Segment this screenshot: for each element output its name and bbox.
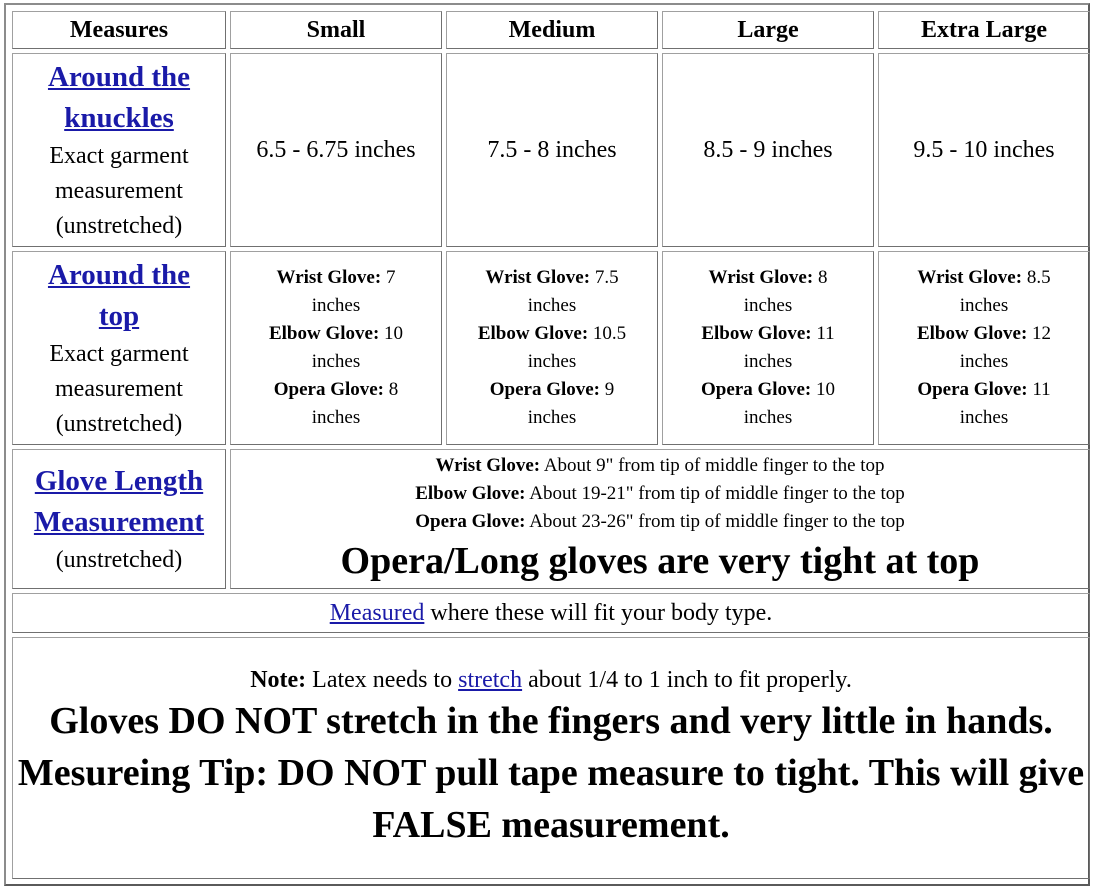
unit-text: inches bbox=[743, 351, 793, 372]
wrist-glove-label: Wrist Glove: bbox=[485, 267, 591, 288]
header-measures: Measures bbox=[12, 11, 226, 49]
knuckles-large: 8.5 - 9 inches bbox=[662, 53, 874, 247]
elbow-glove-value: 11 bbox=[816, 323, 835, 344]
note-line bbox=[17, 665, 1085, 695]
elbow-glove-label: Elbow Glove: bbox=[415, 483, 526, 504]
opera-glove-label: Opera Glove: bbox=[700, 379, 812, 400]
wrist-glove-label: Wrist Glove: bbox=[917, 267, 1023, 288]
knuckles-label-cell bbox=[12, 53, 226, 247]
around-top-link-line2[interactable]: top bbox=[98, 299, 140, 332]
stretch-link[interactable]: stretch bbox=[458, 667, 523, 693]
tight-top-warning: Opera/Long gloves are very tight at top bbox=[340, 540, 980, 582]
size-chart-frame bbox=[4, 3, 1090, 886]
measured-link[interactable]: Measured bbox=[329, 599, 425, 626]
around-knuckles-link-line2[interactable]: knuckles bbox=[64, 101, 174, 134]
wrist-glove-label: Wrist Glove: bbox=[276, 267, 382, 288]
elbow-glove-label: Elbow Glove: bbox=[916, 323, 1028, 344]
unit-text: inches bbox=[527, 351, 577, 372]
unit-text: inches bbox=[311, 351, 361, 372]
note-cell bbox=[12, 637, 1090, 879]
unit-text: inches bbox=[311, 295, 361, 316]
around-knuckles-link-line1[interactable]: Around the bbox=[47, 60, 191, 93]
measured-row bbox=[12, 593, 1090, 633]
opera-glove-label: Opera Glove: bbox=[273, 379, 385, 400]
around-top-link-line1[interactable]: Around the bbox=[47, 258, 191, 291]
opera-glove-value: 8 bbox=[388, 379, 399, 400]
wrist-glove-value: 7 bbox=[385, 267, 396, 288]
knuckles-small: 6.5 - 6.75 inches bbox=[230, 53, 442, 247]
knuckles-desc2: measurement bbox=[55, 177, 183, 204]
wrist-glove-label: Wrist Glove: bbox=[435, 455, 541, 476]
elbow-glove-length: About 19-21" from tip of middle finger to the top bbox=[529, 483, 905, 504]
unit-text: inches bbox=[743, 295, 793, 316]
unit-text: inches bbox=[311, 407, 361, 428]
knuckles-medium: 7.5 - 8 inches bbox=[446, 53, 658, 247]
header-extra-large: Extra Large bbox=[878, 11, 1090, 49]
size-chart-table bbox=[8, 7, 1094, 883]
opera-glove-label: Opera Glove: bbox=[415, 511, 526, 532]
fingers-warning: Gloves DO NOT stretch in the fingers and very little in hands. bbox=[49, 700, 1053, 742]
top-large bbox=[662, 251, 874, 445]
wrist-glove-length: About 9" from tip of middle finger to the top bbox=[543, 455, 885, 476]
elbow-glove-value: 10.5 bbox=[592, 323, 627, 344]
opera-glove-value: 9 bbox=[604, 379, 615, 400]
unit-text: inches bbox=[527, 407, 577, 428]
wrist-glove-value: 8 bbox=[817, 267, 828, 288]
length-wrist-line bbox=[235, 452, 1085, 480]
measured-cell bbox=[12, 593, 1090, 633]
around-knuckles-link[interactable] bbox=[17, 57, 221, 139]
knuckles-desc3: (unstretched) bbox=[55, 212, 183, 239]
around-top-link[interactable] bbox=[17, 255, 221, 337]
top-desc3: (unstretched) bbox=[55, 410, 183, 437]
top-row bbox=[12, 251, 1090, 445]
glove-length-link-line1[interactable]: Glove Length bbox=[34, 464, 204, 497]
note-text-post: about 1/4 to 1 inch to fit properly. bbox=[528, 667, 852, 693]
elbow-glove-value: 12 bbox=[1032, 323, 1052, 344]
knuckles-extra-large: 9.5 - 10 inches bbox=[878, 53, 1090, 247]
header-small: Small bbox=[230, 11, 442, 49]
knuckles-desc1: Exact garment bbox=[49, 142, 189, 169]
measured-text: where these will fit your body type. bbox=[430, 599, 773, 626]
wrist-glove-value: 7.5 bbox=[594, 267, 619, 288]
opera-glove-value: 11 bbox=[1032, 379, 1051, 400]
length-desc: (unstretched) bbox=[55, 546, 183, 573]
knuckles-row bbox=[12, 53, 1090, 247]
length-elbow-line bbox=[235, 480, 1085, 508]
top-small bbox=[230, 251, 442, 445]
opera-glove-label: Opera Glove: bbox=[489, 379, 601, 400]
opera-glove-label: Opera Glove: bbox=[917, 379, 1028, 400]
unit-text: inches bbox=[959, 407, 1009, 428]
header-large: Large bbox=[662, 11, 874, 49]
length-label-cell bbox=[12, 449, 226, 589]
note-label: Note: bbox=[250, 667, 307, 693]
note-text-pre: Latex needs to bbox=[312, 667, 453, 693]
wrist-glove-label: Wrist Glove: bbox=[708, 267, 814, 288]
unit-text: inches bbox=[959, 351, 1009, 372]
length-opera-line bbox=[235, 508, 1085, 536]
header-medium: Medium bbox=[446, 11, 658, 49]
length-info-cell bbox=[230, 449, 1090, 589]
glove-length-link-line2[interactable]: Measurement bbox=[33, 505, 205, 538]
top-medium bbox=[446, 251, 658, 445]
header-row bbox=[12, 11, 1090, 49]
top-desc1: Exact garment bbox=[49, 340, 189, 367]
length-row bbox=[12, 449, 1090, 589]
top-desc2: measurement bbox=[55, 375, 183, 402]
opera-glove-length: About 23-26" from tip of middle finger to the top bbox=[529, 511, 905, 532]
top-extra-large bbox=[878, 251, 1090, 445]
wrist-glove-value: 8.5 bbox=[1026, 267, 1051, 288]
glove-length-link[interactable] bbox=[17, 461, 221, 543]
elbow-glove-value: 10 bbox=[384, 323, 404, 344]
note-row bbox=[12, 637, 1090, 879]
elbow-glove-label: Elbow Glove: bbox=[701, 323, 812, 344]
elbow-glove-label: Elbow Glove: bbox=[268, 323, 380, 344]
elbow-glove-label: Elbow Glove: bbox=[477, 323, 589, 344]
unit-text: inches bbox=[743, 407, 793, 428]
unit-text: inches bbox=[527, 295, 577, 316]
opera-glove-value: 10 bbox=[816, 379, 836, 400]
unit-text: inches bbox=[959, 295, 1009, 316]
top-label-cell bbox=[12, 251, 226, 445]
measuring-tip: Mesureing Tip: DO NOT pull tape measure to tight. This will give FALSE measurement. bbox=[17, 752, 1085, 846]
